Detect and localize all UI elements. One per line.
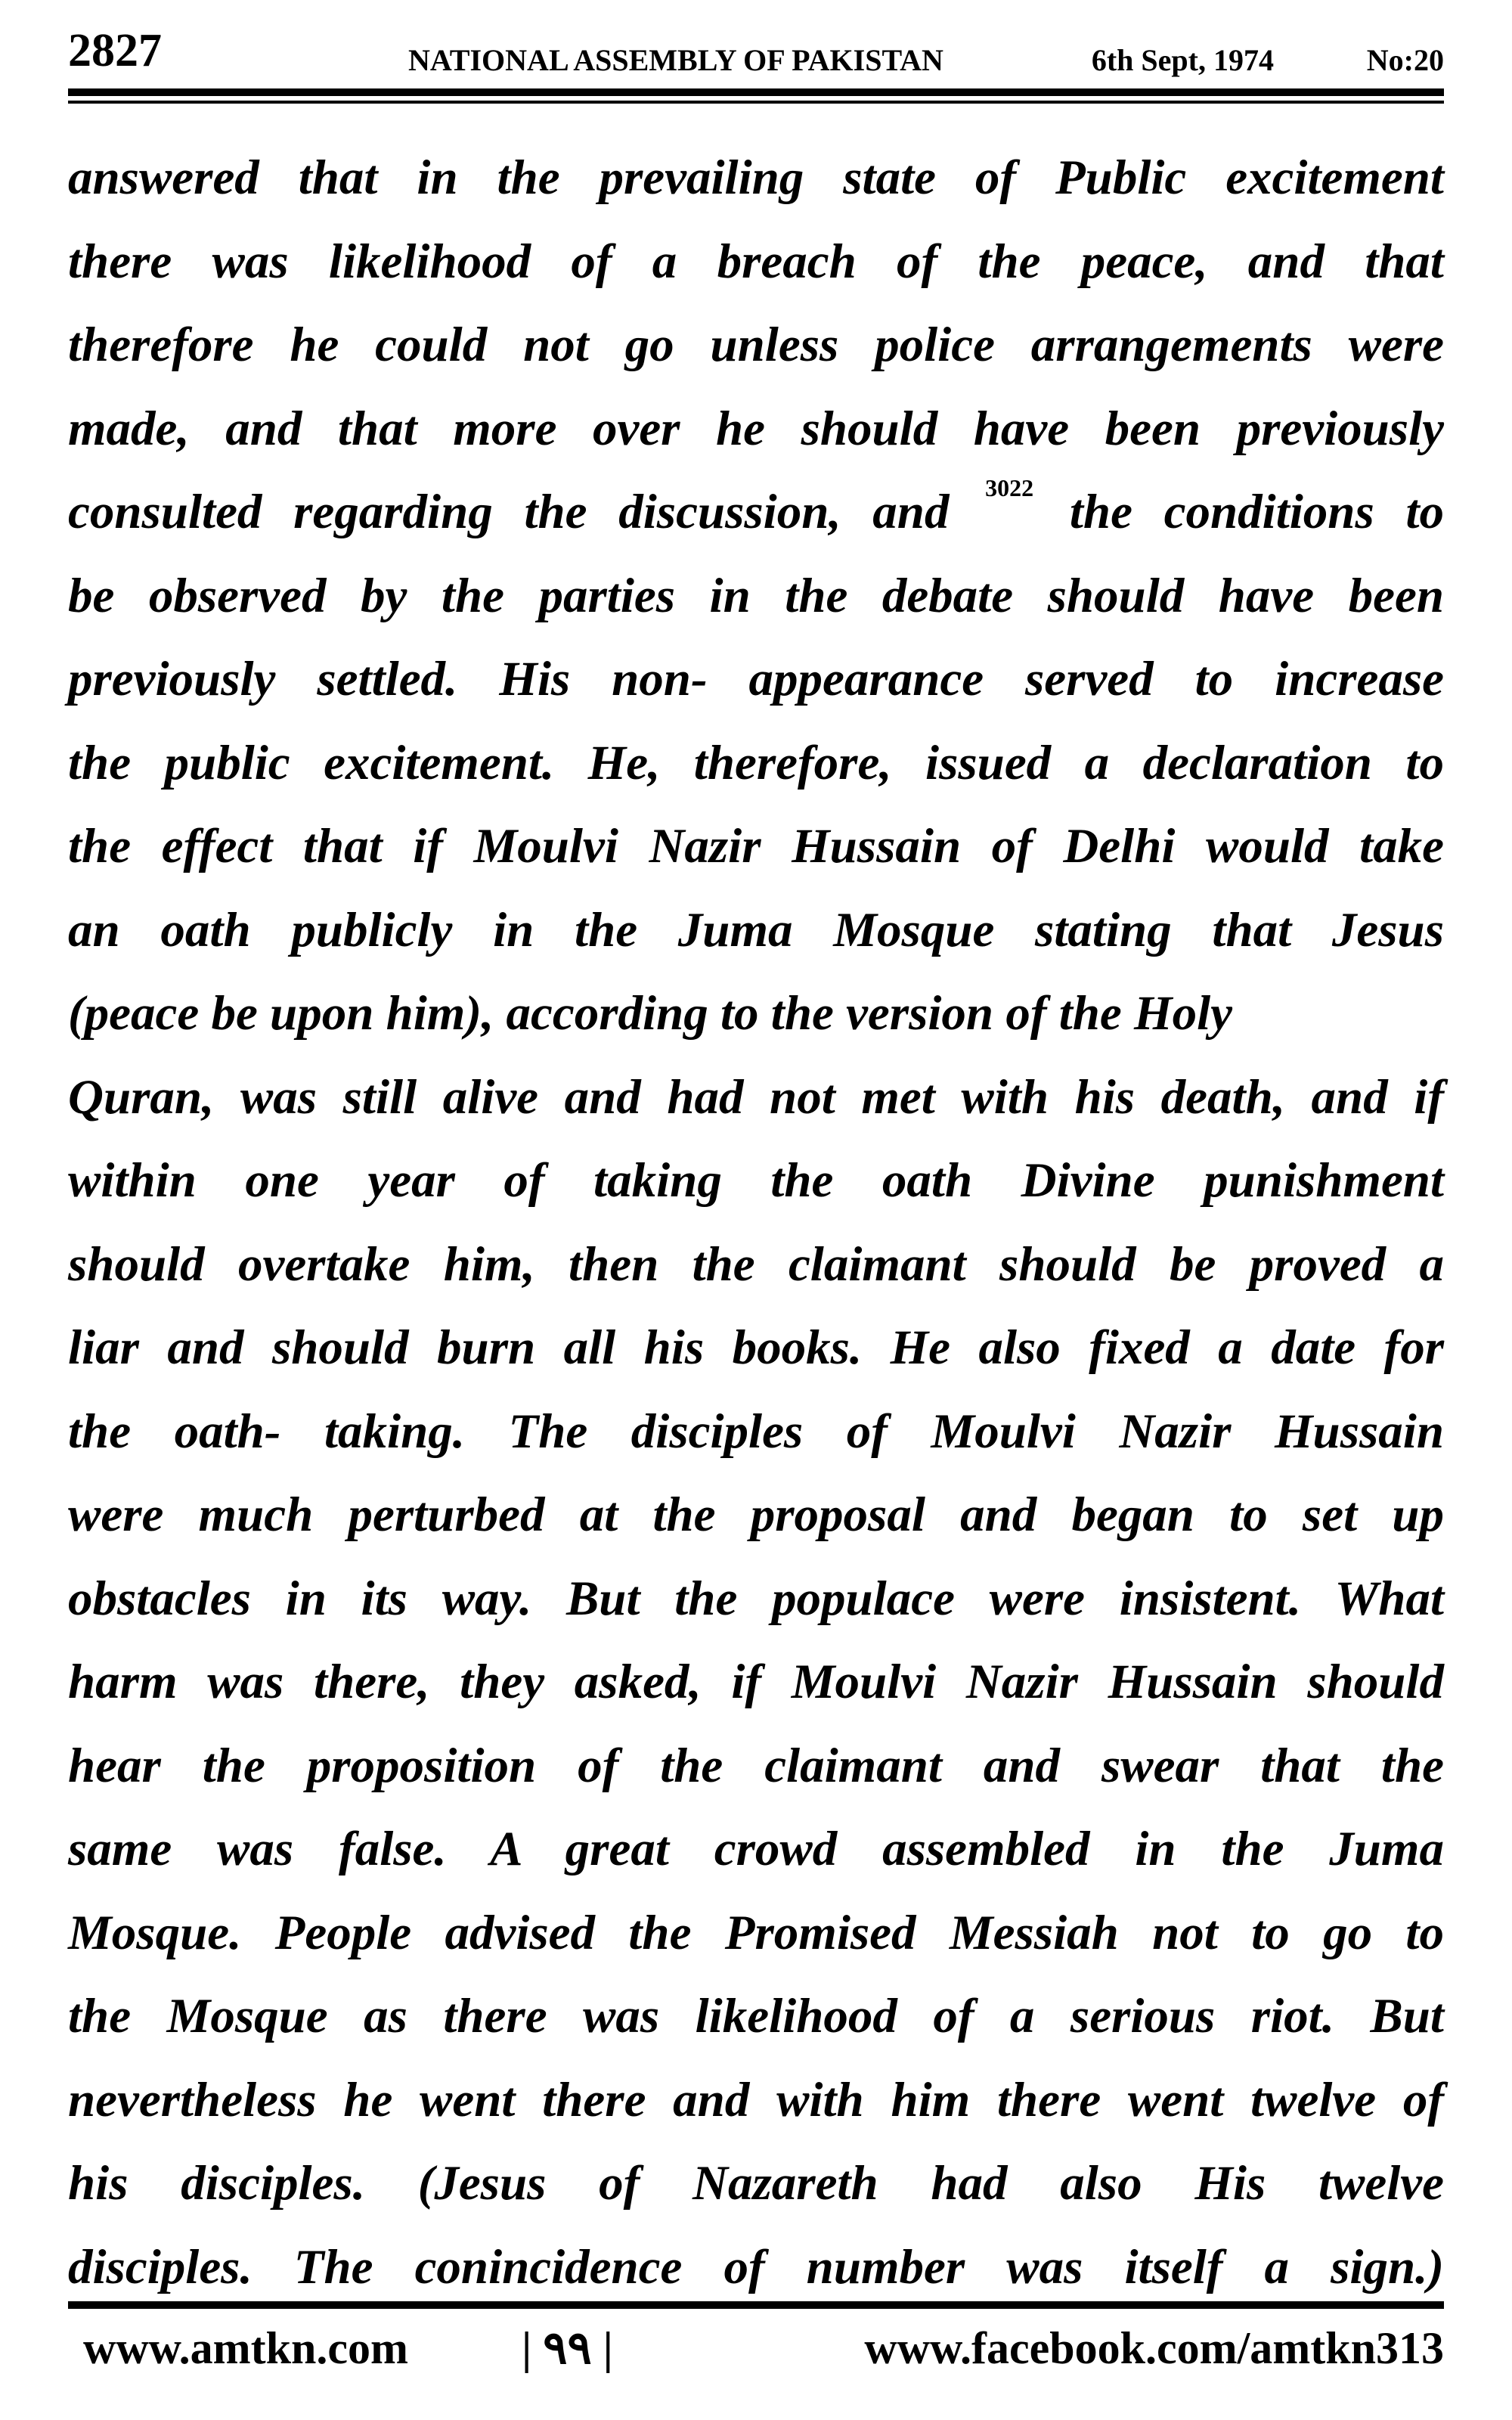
text-line: same was false. A great crowd assembled in the Juma: [68, 1822, 1444, 1876]
text-line: answered that in the prevailing state of Public excitement: [68, 150, 1444, 205]
text-line: disciples. The conincidence of number was itself a sign.): [68, 2239, 1444, 2294]
text-line: hear the proposition of the claimant and swear that the: [68, 1738, 1444, 1793]
text-line: the oath- taking. The disciples of Moulvi Nazir Hussain: [68, 1404, 1444, 1459]
text-line: should overtake him, then the claimant should be proved a: [68, 1236, 1444, 1292]
text-line: previously settled. His non- appearance served to increase: [68, 652, 1444, 706]
text-line: nevertheless he went there and with him there went twelve of: [68, 2072, 1444, 2127]
text-line: his disciples. (Jesus of Nazareth had also His twelve: [68, 2156, 1444, 2211]
text-line: obstacles in its way. But the populace were insistent. What: [68, 1571, 1444, 1626]
text-line: (peace be upon him), according to the version of the Holy: [68, 986, 1233, 1041]
text-line-with-footnote: [68, 470, 1444, 554]
text-line: the Mosque as there was likelihood of a serious riot. But: [68, 1989, 1444, 2043]
footnote-marker: 3022: [985, 474, 1034, 501]
text-line: the effect that if Moulvi Nazir Hussain of Delhi would take: [68, 819, 1444, 873]
text-line: there was likelihood of a breach of the peace, and that: [68, 234, 1444, 289]
page-header: [68, 23, 1444, 83]
session-date: 6th Sept, 1974: [1091, 43, 1274, 77]
header-rule-thin: [68, 101, 1444, 104]
page-number: 2827: [68, 25, 162, 76]
page-footer: [68, 2310, 1444, 2378]
text-line: Mosque. People advised the Promised Messiah not to go to: [68, 1905, 1444, 1960]
text-line: liar and should burn all his books. He also fixed a date for: [68, 1320, 1444, 1375]
text-line-part: the conditions to: [1069, 485, 1445, 539]
text-line: within one year of taking the oath Divine punishment: [68, 1153, 1444, 1208]
text-line-part: consulted regarding the discussion, and: [68, 485, 950, 539]
header-rule-thick: [68, 88, 1444, 96]
text-line: were much perturbed at the proposal and began to set up: [68, 1488, 1444, 1542]
body-text: [68, 136, 1444, 2309]
text-line: Quran, was still alive and had not met with his death, and if: [68, 1069, 1444, 1125]
text-line: harm was there, they asked, if Moulvi Nazir Hussain should: [68, 1655, 1444, 1709]
facebook-link[interactable]: www.facebook.com/amtkn313: [864, 2323, 1444, 2373]
text-line: made, and that more over he should have been previously: [68, 401, 1444, 456]
website-link[interactable]: www.amtkn.com: [83, 2323, 408, 2373]
text-line: therefore he could not go unless police arrangements were: [68, 318, 1444, 372]
text-line: the public excitement. He, therefore, issued a declaration to: [68, 735, 1444, 790]
publication-title: NATIONAL ASSEMBLY OF PAKISTAN: [408, 43, 943, 77]
issue-number: No:20: [1366, 43, 1444, 77]
footer-page-marker: | ۹۹ |: [522, 2323, 613, 2373]
footer-rule: [68, 2301, 1444, 2309]
text-line: an oath publicly in the Juma Mosque stating that Jesus: [68, 902, 1444, 957]
text-line: be observed by the parties in the debate should have been: [68, 568, 1444, 623]
